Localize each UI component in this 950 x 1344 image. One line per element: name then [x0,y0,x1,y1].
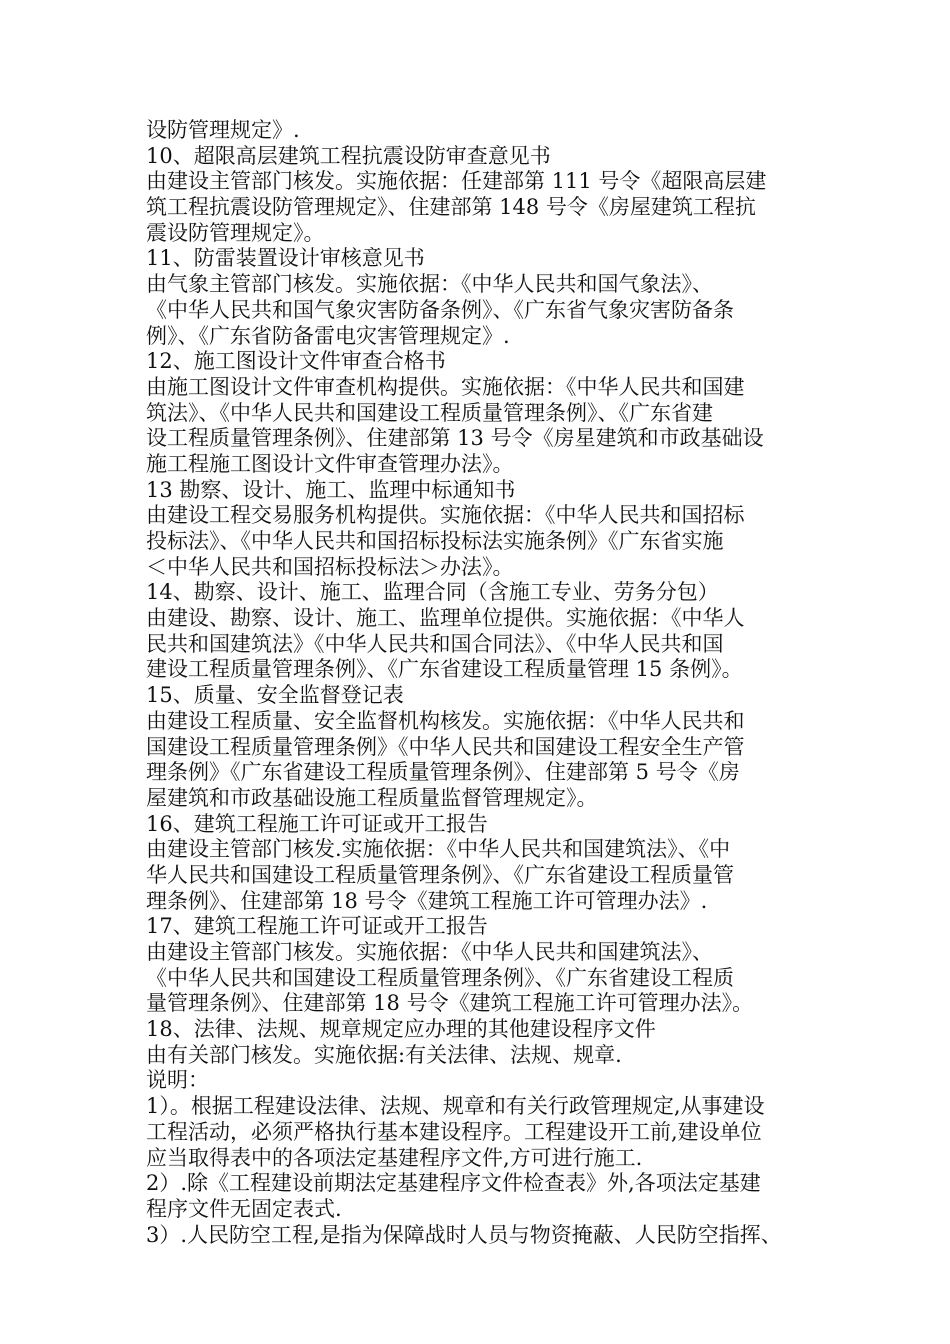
document-page [146,118,826,1248]
section-heading-13: 13 勘察、设计、施工、监理中标通知书 [146,477,516,502]
text-line: 屋建筑和市政基础设施工程质量监督管理规定》。 [146,785,598,810]
note-item-2: 2）.除《工程建设前期法定基建程序文件检查表》外,各项法定基建 [146,1171,761,1196]
text-line: 量管理条例》、住建部第 18 号令《建筑工程施工许可管理办法》。 [146,991,754,1016]
text-line: 《中华人民共和国气象灾害防备条例》、《广东省气象灾害防备条 [146,297,734,322]
text-line: 应当取得表中的各项法定基建程序文件,方可进行施工. [146,1145,643,1170]
text-line: 例》、《广东省防备雷电灾害管理规定》. [146,323,510,348]
text-line: 筑工程抗震设防管理规定》、住建部第 148 号令《房屋建筑工程抗 [146,195,756,220]
text-line: 由建设主管部门核发。实施依据：《中华人民共和国建筑法》、 [146,940,713,964]
text-line: 由建设工程交易服务机构提供。实施依据：《中华人民共和国招标 [146,503,745,528]
text-line: 民共和国建筑法》《中华人民共和国合同法》、《中华人民共和国 [146,631,724,656]
text-line: 震设防管理规定》。 [146,220,325,245]
text-line: 由建设主管部门核发.实施依据：《中华人民共和国建筑法》、《中 [146,837,731,862]
text-line: 《中华人民共和国建设工程质量管理条例》、《广东省建设工程质 [146,965,734,990]
section-heading-10: 10、超限高层建筑工程抗震设防审查意见书 [146,143,551,168]
text-line: 由建设、勘察、设计、施工、监理单位提供。实施依据：《中华人 [146,606,745,631]
text-line: 设防管理规定》. [146,118,300,142]
section-heading-11: 11、防雷装置设计审核意见书 [146,246,425,271]
section-heading-16: 16、建筑工程施工许可证或开工报告 [146,811,488,836]
section-heading-17: 17、建筑工程施工许可证或开工报告 [146,914,488,939]
text-line: 工程活动，必须严格执行基本建设程序。工程建设开工前,建设单位 [146,1119,762,1144]
text-line: 由气象主管部门核发。实施依据：《中华人民共和国气象法》、 [146,272,713,297]
text-line: 程序文件无固定表式. [146,1196,342,1221]
note-item-1: 1）。根据工程建设法律、法规、规章和有关行政管理规定,从事建设 [146,1094,765,1119]
text-line: 国建设工程质量管理条例》《中华人民共和国建设工程安全生产管 [146,734,745,759]
section-heading-14: 14、勘察、设计、施工、监理合同（含施工专业、劳务分包） [146,580,719,605]
text-line: 由有关部门核发。实施依据:有关法律、法规、规章. [146,1042,622,1067]
text-line: 建设工程质量管理条例》、《广东省建设工程质量管理 15 条例》。 [146,657,743,682]
text-line: 由建设工程质量、安全监督机构核发。实施依据：《中华人民共和 [146,708,745,733]
text-line: 筑法》、《中华人民共和国建设工程质量管理条例》、《广东省建 [146,400,713,425]
text-line: 施工程施工图设计文件审查管理办法》。 [146,451,514,476]
text-line: 理条例》《广东省建设工程质量管理条例》、住建部第 5 号令《房 [146,760,740,785]
text-line: 设工程质量管理条例》、住建部第 13 号令《房星建筑和市政基础设 [146,426,764,451]
text-line: 由施工图设计文件审查机构提供。实施依据：《中华人民共和国建 [146,374,745,399]
text-line: ＜中华人民共和国招标投标法＞办法》。 [146,554,514,579]
section-heading-18: 18、法律、法规、规章规定应办理的其他建设程序文件 [146,1017,656,1042]
section-heading-12: 12、施工图设计文件审查合格书 [146,349,446,374]
text-line: 华人民共和国建设工程质量管理条例》、《广东省建设工程质量管 [146,862,734,887]
section-heading-15: 15、质量、安全监督登记表 [146,683,404,708]
note-item-3: 3）.人民防空工程,是指为保障战时人员与物资掩蔽、人民防空指挥、 [146,1222,782,1247]
text-line: 投标法》、《中华人民共和国招标投标法实施条例》《广东省实施 [146,529,724,553]
text-line: 由建设主管部门核发。实施依据：任建部第 111 号令《超限高层建 [146,169,767,194]
notes-heading: 说明： [146,1068,209,1093]
text-line: 理条例》、住建部第 18 号令《建筑工程施工许可管理办法》. [146,888,708,913]
